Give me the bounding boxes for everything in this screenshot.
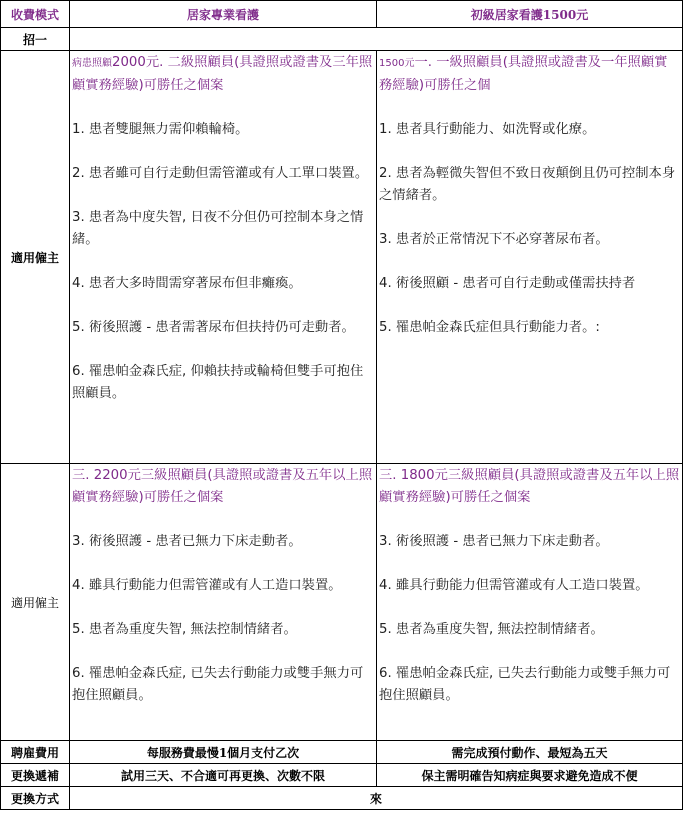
list-item: 3. 術後照護 - 患者已無力下床走動者。 bbox=[72, 534, 302, 549]
list-item: 2. 患者為輕微失智但不致日夜顛倒且仍可控制本身之情緒者。 bbox=[379, 166, 676, 203]
hire-fee-label: 聘雇費用 bbox=[1, 741, 70, 764]
section1-right-title: 1500元一. 一級照顧員(具證照或證書及一年照顧實務經驗)可勝任之個 bbox=[379, 55, 668, 93]
section2-right-cell bbox=[377, 464, 683, 741]
list-item: 4. 術後照顧 - 患者可自行走動或僅需扶持者 bbox=[379, 276, 636, 291]
header-basic-care: 初級居家看護1500元 bbox=[377, 1, 683, 28]
section2-left-cell bbox=[70, 464, 377, 741]
swap-right: 保主需明確告知病症與要求避免造成不便 bbox=[377, 764, 683, 787]
header-row bbox=[1, 1, 683, 28]
list-item: 1. 患者雙腿無力需仰賴輪椅。 bbox=[72, 122, 249, 137]
section1-label: 適用僱主 bbox=[1, 51, 70, 464]
section1-left-cell bbox=[70, 51, 377, 464]
section1-row bbox=[1, 51, 683, 464]
list-item: 5. 罹患帕金森氏症但具行動能力者。: bbox=[379, 320, 600, 335]
section1-left-title: 病患照顧2000元. 二級照顧員(具證照或證書及三年照顧實務經驗)可勝任之個案 bbox=[72, 55, 373, 93]
list-item: 3. 患者於正常情況下不必穿著尿布者。 bbox=[379, 232, 609, 247]
list-item: 5. 患者為重度失智, 無法控制情緒者。 bbox=[379, 622, 604, 637]
section2-right-title: 三. 1800元三級照顧員(具證照或證書及五年以上照顧實務經驗)可勝任之個案 bbox=[379, 468, 680, 505]
list-item: 6. 罹患帕金森氏症, 已失去行動能力或雙手無力可抱住照顧員。 bbox=[72, 666, 364, 703]
section2-row bbox=[1, 464, 683, 741]
swap-label: 更換遞補 bbox=[1, 764, 70, 787]
list-item: 3. 術後照護 - 患者已無力下床走動者。 bbox=[379, 534, 609, 549]
method-row bbox=[1, 787, 683, 810]
list-item: 2. 患者雖可自行走動但需管灌或有人工單口裝置。 bbox=[72, 166, 369, 181]
hire-fee-row bbox=[1, 741, 683, 764]
hire-fee-left: 每服務費最慢1個月支付乙次 bbox=[70, 741, 377, 764]
section2-left-title: 三. 2200元三級照顧員(具證照或證書及五年以上照顧實務經驗)可勝任之個案 bbox=[72, 468, 373, 505]
list-item: 6. 罹患帕金森氏症, 已失去行動能力或雙手無力可抱住照顧員。 bbox=[379, 666, 671, 703]
swap-left: 試用三天、不合適可再更換、次數不限 bbox=[70, 764, 377, 787]
list-item: 3. 患者為中度失智, 日夜不分但仍可控制本身之情緒。 bbox=[72, 210, 364, 247]
header-professional-care: 居家專業看護 bbox=[70, 1, 377, 28]
method-value: 來 bbox=[70, 787, 683, 810]
header-fee-mode: 收費模式 bbox=[1, 1, 70, 28]
method-label: 更換方式 bbox=[1, 787, 70, 810]
section2-label: 適用僱主 bbox=[1, 464, 70, 741]
zhao-empty-cell bbox=[70, 28, 683, 51]
hire-fee-right: 需完成預付動作、最短為五天 bbox=[377, 741, 683, 764]
list-item: 5. 患者為重度失智, 無法控制情緒者。 bbox=[72, 622, 297, 637]
swap-row bbox=[1, 764, 683, 787]
zhao-label: 招一 bbox=[1, 28, 70, 51]
list-item: 6. 罹患帕金森氏症, 仰賴扶持或輪椅但雙手可抱住照顧員。 bbox=[72, 364, 364, 401]
list-item: 4. 患者大多時間需穿著尿布但非癱瘓。 bbox=[72, 276, 302, 291]
list-item: 1. 患者具行動能力、如洗腎或化療。 bbox=[379, 122, 596, 137]
list-item: 4. 雖具行動能力但需管灌或有人工造口裝置。 bbox=[379, 578, 649, 593]
section1-right-cell bbox=[377, 51, 683, 464]
list-item: 5. 術後照護 - 患者需著尿布但扶持仍可走動者。 bbox=[72, 320, 355, 335]
list-item: 4. 雖具行動能力但需管灌或有人工造口裝置。 bbox=[72, 578, 342, 593]
zhao-row bbox=[1, 28, 683, 51]
